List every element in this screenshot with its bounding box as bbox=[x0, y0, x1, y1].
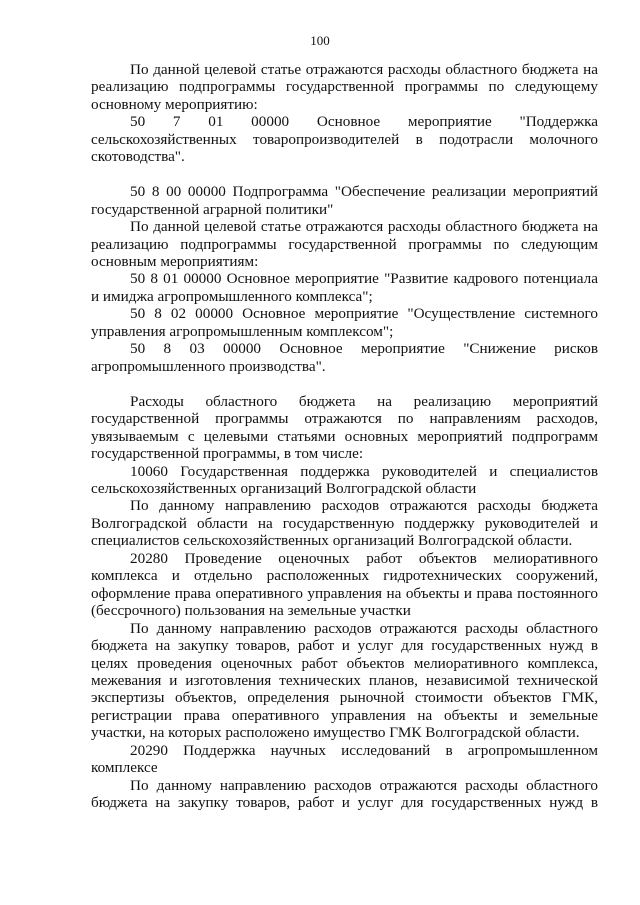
paragraph-gap bbox=[91, 166, 598, 184]
paragraph: 50 8 00 00000 Подпрограмма "Обеспечение реализации мероприятий государственной аграрной политики" bbox=[91, 183, 598, 218]
paragraph: 50 7 01 00000 Основное мероприятие "Поддержка сельскохозяйственных товаропроизводителей в подотрасли молочного скотоводства". bbox=[91, 113, 598, 166]
paragraph: 50 8 01 00000 Основное мероприятие "Развитие кадрового потенциала и имиджа агропромышленного комплекса"; bbox=[91, 270, 598, 305]
paragraph: 10060 Государственная поддержка руководителей и специалистов сельскохозяйственных организаций Волгоградской области bbox=[91, 462, 598, 497]
paragraph: По данной целевой статье отражаются расходы областного бюджета на реализацию подпрограммы государственной программы по следующему основному мероприятию: bbox=[91, 61, 598, 113]
paragraph: По данному направлению расходов отражаются расходы бюджета Волгоградской области на государственную поддержку руководителей и специалистов сельскохозяйственных организаций Волгоградской области. bbox=[91, 497, 598, 550]
paragraph-gap bbox=[91, 375, 598, 393]
paragraph: 20290 Поддержка научных исследований в агропромышленном комплексе bbox=[91, 741, 598, 777]
document-body bbox=[91, 61, 598, 812]
paragraph: 20280 Проведение оценочных работ объектов мелиоративного комплекса и отдельно расположенных гидротехнических сооружений, оформление права оперативного управления на объекты и права постоянного (бессрочного) пользования на земельные участки bbox=[91, 549, 598, 620]
paragraph: По данной целевой статье отражаются расходы областного бюджета на реализацию подпрограммы государственной программы по следующим основным мероприятиям: bbox=[91, 218, 598, 271]
paragraph: 50 8 03 00000 Основное мероприятие "Снижение рисков агропромышленного производства". bbox=[91, 340, 598, 375]
page-number: 100 bbox=[310, 33, 330, 48]
paragraph: По данному направлению расходов отражаются расходы областного бюджета на закупку товаров, работ и услуг для государственных нужд в целях проведения оценочных работ объектов мелиоративного комплекса, межевания и изготовления технических планов, независимой технической экспертизы объектов, определения рыночной стоимости объектов ГМК, регистрации права оперативного управления на объекты и земельные участки, на которых расположено имущество ГМК Волгоградской области. bbox=[91, 619, 598, 742]
paragraph: По данному направлению расходов отражаются расходы областного бюджета на закупку товаров, работ и услуг для государственных нужд в bbox=[91, 776, 598, 812]
paragraph: 50 8 02 00000 Основное мероприятие "Осуществление системного управления агропромышленным комплексом"; bbox=[91, 305, 598, 340]
paragraph: Расходы областного бюджета на реализацию мероприятий государственной программы отражаются по направлениям расходов, увязываемым с целевыми статьями основных мероприятий подпрограмм государственной программы, в том числе: bbox=[91, 392, 598, 463]
